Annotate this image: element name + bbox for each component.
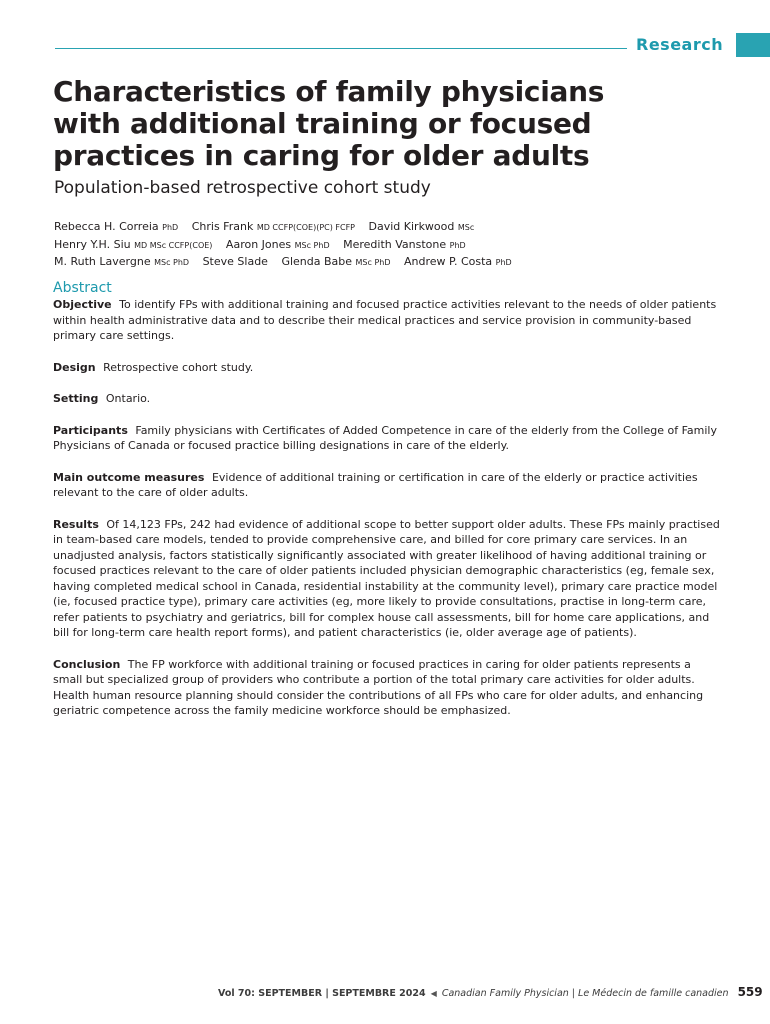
author-credentials: MSc PhD <box>294 240 330 250</box>
author-name: Aaron Jones <box>225 237 292 251</box>
abstract-objective <box>53 297 721 344</box>
section-label-design: Design <box>53 360 96 374</box>
abstract-results <box>53 517 721 641</box>
author-name: M. Ruth Lavergne <box>54 255 151 268</box>
abstract-design <box>53 360 721 376</box>
section-text-main-outcome: Evidence of additional training or certification in care of the elderly or practice activities relevant to the care of older adults. <box>53 470 698 499</box>
footer-journal: Canadian Family Physician | Le Médecin de famille canadien <box>441 988 729 999</box>
author <box>369 220 475 233</box>
article-title: Characteristics of family physicians with additional training or focused practices in caring for older adults <box>53 75 605 172</box>
header-rule <box>55 48 627 49</box>
section-text-design: Retrospective cohort study. <box>103 360 254 374</box>
page-number: 559 <box>737 985 763 999</box>
author <box>192 220 355 233</box>
author-name: Steve Slade <box>202 255 268 268</box>
author-credentials: MD MSc CCFP(COE) <box>134 240 213 250</box>
footer-volume: Vol 70: SEPTEMBER | SEPTEMBRE 2024 <box>218 988 426 999</box>
abstract-setting <box>53 391 721 407</box>
author <box>226 238 330 251</box>
abstract-body <box>53 297 721 735</box>
abstract-participants <box>53 423 721 454</box>
section-label-setting: Setting <box>53 392 99 405</box>
author-name: Rebecca H. Correia <box>54 220 159 233</box>
section-label-participants: Participants <box>53 423 128 437</box>
author <box>54 238 212 251</box>
author-credentials: MD CCFP(COE)(PC) FCFP <box>256 223 356 232</box>
page-footer <box>218 985 763 999</box>
author <box>203 255 272 268</box>
author-name: David Kirkwood <box>368 220 455 233</box>
article-subtitle: Population-based retrospective cohort study <box>54 178 431 198</box>
section-label-conclusion: Conclusion <box>53 657 121 671</box>
author <box>404 255 512 268</box>
author-name: Andrew P. Costa <box>404 255 493 268</box>
section-text-participants: Family physicians with Certificates of Added Competence in care of the elderly from the College of Family Physicians of Canada or focused practice billing designations in care of the elderly. <box>53 423 717 452</box>
author-name: Meredith Vanstone <box>343 237 447 251</box>
section-label-results: Results <box>53 517 99 531</box>
author <box>54 255 189 268</box>
section-label: Research <box>636 35 724 54</box>
author-credentials: MSc <box>457 223 475 232</box>
abstract-main-outcome <box>53 470 721 501</box>
abstract-heading: Abstract <box>53 280 112 296</box>
section-text-conclusion: The FP workforce with additional training or focused practices in caring for older patients represents a small but specialized group of providers who contribute a portion of the total primary care activities for older adults. Health human resource planning should consider the contributions of all FPs who care for older adults, and enhancing geriatric competence across the family medicine workforce should be emphasized. <box>53 657 704 717</box>
author-line <box>54 219 734 237</box>
author-name: Glenda Babe <box>281 255 353 268</box>
section-label-objective: Objective <box>53 298 112 311</box>
author-list <box>54 219 734 272</box>
section-label-main-outcome: Main outcome measures <box>53 470 205 484</box>
author-credentials: MSc PhD <box>355 258 391 267</box>
author-credentials: MSc PhD <box>154 258 190 267</box>
author-line <box>54 237 734 255</box>
author-credentials: PhD <box>162 223 179 232</box>
author-credentials: PhD <box>449 240 466 250</box>
section-tab <box>736 33 770 57</box>
section-text-setting: Ontario. <box>105 392 151 405</box>
author <box>54 220 178 233</box>
author <box>281 255 390 268</box>
author <box>343 238 466 251</box>
section-text-results: Of 14,123 FPs, 242 had evidence of additional scope to better support older adults. These FPs mainly practised in team-based care models, tended to provide comprehensive care, and billed for core primary care services. In an unadjusted analysis, factors statistically significantly associated with greater likelihood of having additional training or focused practices relevant to the care of older patients included physician demographic characteristics (eg, female sex, having completed medical school in Canada, residential instability at the community level), primary care practice model (ie, focused practice type), primary care activities (eg, more likely to provide consultations, practise in long-term care, refer patients to psychiatry and geriatrics, bill for complex house call assessments, bill for home care applications, and bill for long-term care health report forms), and patient characteristics (ie, older average age of patients). <box>53 517 720 639</box>
author-name: Chris Frank <box>191 220 254 233</box>
caret-left-icon: ◀ <box>430 989 437 998</box>
author-line <box>54 254 734 272</box>
abstract-conclusion <box>53 657 721 719</box>
section-text-objective: To identify FPs with additional training and focused practice activities relevant to the needs of older patients within health administrative data and to describe their medical practices and service provision in community-based primary care settings. <box>53 298 717 342</box>
author-credentials: PhD <box>495 258 512 267</box>
author-name: Henry Y.H. Siu <box>54 237 131 251</box>
